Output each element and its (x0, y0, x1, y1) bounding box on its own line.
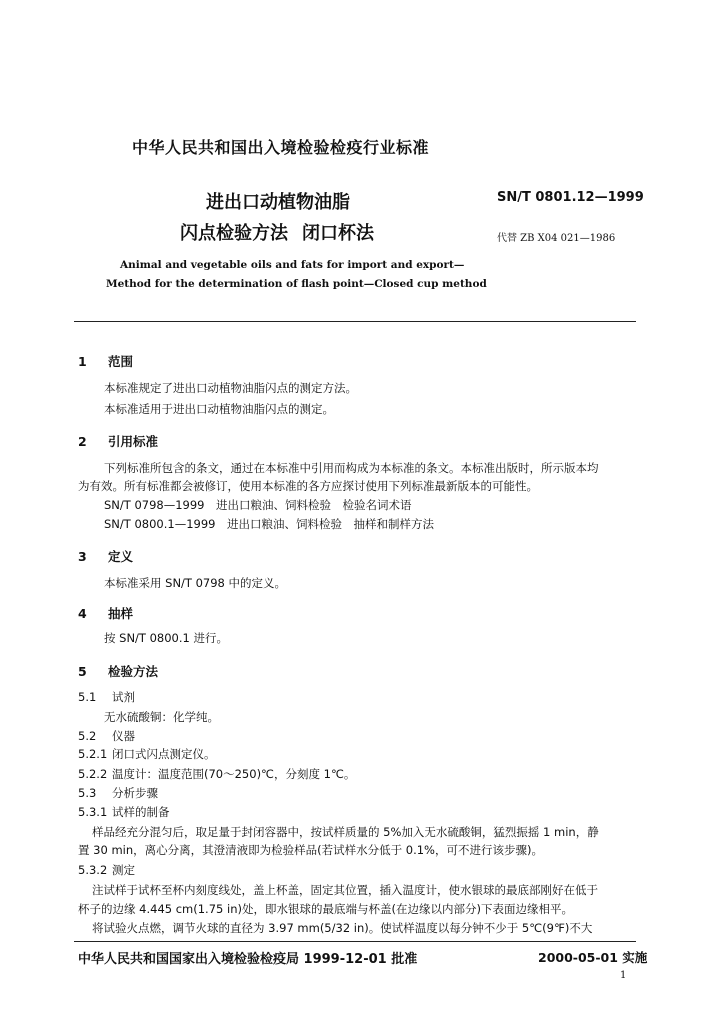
english-title-line-2: Method for the determination of flash point—Closed cup method (106, 278, 487, 290)
section-3-para-1: 本标准采用 SN/T 0798 中的定义。 (104, 576, 287, 590)
approval-line: 中华人民共和国国家出入境检验检疫局 1999-12-01 批准 (78, 952, 418, 967)
subsection-5-3 (78, 785, 158, 801)
subsection-5-1-para: 无水硫酸铜：化学纯。 (104, 710, 219, 724)
reference-2: SN/T 0800.1—1999 进出口粮油、饲料检验 抽样和制样方法 (104, 517, 434, 531)
issuer-heading: 中华人民共和国出入境检验检疫行业标准 (132, 138, 430, 157)
section-3-number: 3 (78, 549, 87, 564)
subsection-5-3-2-title: 测定 (112, 863, 135, 877)
subsection-5-2-1-number: 5.2.1 (78, 747, 108, 761)
section-5-heading (78, 662, 158, 680)
subsection-5-2-2-text: 温度计：温度范围(70～250)℃，分刻度 1℃。 (112, 767, 356, 781)
section-1-heading (78, 352, 133, 370)
header-divider (74, 321, 636, 322)
subsection-5-3-1-para-a: 样品经充分混匀后，取足量于封闭容器中，按试样质量的 5%加入无水硫酸铜，猛烈振摇 1 min，静 (92, 825, 599, 839)
title-line-2-method: 闪点检验方法 (180, 223, 288, 244)
subsection-5-3-1-para-b: 置 30 min，离心分离，其澄清液即为检验样品(若试样水分低于 0.1%，可不进行该步骤)。 (78, 843, 543, 857)
subsection-5-2-2 (78, 766, 355, 782)
section-1-para-2: 本标准适用于进出口动植物油脂闪点的测定。 (104, 402, 334, 416)
standard-number: SN/T 0801.12—1999 (497, 190, 644, 205)
subsection-5-3-2-para-c: 将试验火点燃，调节火球的直径为 3.97 mm(5/32 in)。使试样温度以每分钟不少于 5℃(9℉)不大 (92, 921, 593, 935)
subsection-5-3-title: 分析步骤 (112, 786, 158, 800)
section-1-number: 1 (78, 354, 87, 369)
section-4-title: 抽样 (108, 606, 134, 621)
replaces-note: 代替 ZB X04 021—1986 (497, 233, 616, 244)
section-5-number: 5 (78, 664, 87, 679)
subsection-5-3-1-number: 5.3.1 (78, 805, 108, 819)
subsection-5-3-2-para-a: 注试样于试杯至杯内刻度线处，盖上杯盖，固定其位置，插入温度计，使水银球的最底部刚好在低于 (92, 883, 598, 897)
implementation-date: 2000-05-01 实施 (538, 950, 648, 965)
section-2-para-1a: 下列标准所包含的条文，通过在本标准中引用而构成为本标准的条文。本标准出版时，所示版本均 (104, 461, 599, 475)
subsection-5-2-1-text: 闭口式闪点测定仪。 (112, 747, 216, 761)
section-2-heading (78, 432, 158, 450)
english-title-line-1: Animal and vegetable oils and fats for import and export— (120, 259, 465, 271)
section-1-para-1: 本标准规定了进出口动植物油脂闪点的测定方法。 (104, 381, 357, 395)
subsection-5-1 (78, 689, 135, 705)
page-number: 1 (620, 970, 627, 981)
subsection-5-2-2-number: 5.2.2 (78, 767, 108, 781)
section-3-heading (78, 547, 133, 565)
section-2-para-1b: 为有效。所有标准都会被修订，使用本标准的各方应探讨使用下列标准最新版本的可能性。 (78, 479, 538, 493)
subsection-5-3-1-title: 试样的制备 (112, 805, 170, 819)
section-2-number: 2 (78, 434, 87, 449)
title-line-1: 进出口动植物油脂 (206, 192, 350, 213)
subsection-5-1-title: 试剂 (112, 690, 135, 704)
subsection-5-3-2-number: 5.3.2 (78, 863, 108, 877)
reference-1: SN/T 0798—1999 进出口粮油、饲料检验 检验名词术语 (104, 498, 412, 512)
subsection-5-3-1 (78, 804, 170, 820)
section-1-title: 范围 (108, 354, 134, 369)
subsection-5-2-1 (78, 746, 216, 762)
footer-divider (74, 941, 636, 942)
subsection-5-3-number: 5.3 (78, 786, 97, 800)
section-4-number: 4 (78, 606, 87, 621)
section-2-title: 引用标准 (108, 434, 159, 449)
section-4-heading (78, 604, 133, 622)
subsection-5-2-number: 5.2 (78, 729, 97, 743)
subsection-5-2-title: 仪器 (112, 729, 135, 743)
section-5-title: 检验方法 (108, 664, 159, 679)
section-3-title: 定义 (108, 549, 134, 564)
title-line-2 (180, 219, 374, 245)
title-line-2-cup: 闭口杯法 (302, 223, 374, 244)
subsection-5-3-2-para-b: 杯子的边缘 4.445 cm(1.75 in)处，即水银球的最底端与杯盖(在边缘以内部分)下表面边缘相平。 (78, 902, 573, 916)
section-4-para-1: 按 SN/T 0800.1 进行。 (104, 631, 229, 645)
subsection-5-2 (78, 728, 135, 744)
subsection-5-1-number: 5.1 (78, 690, 97, 704)
subsection-5-3-2 (78, 862, 135, 878)
